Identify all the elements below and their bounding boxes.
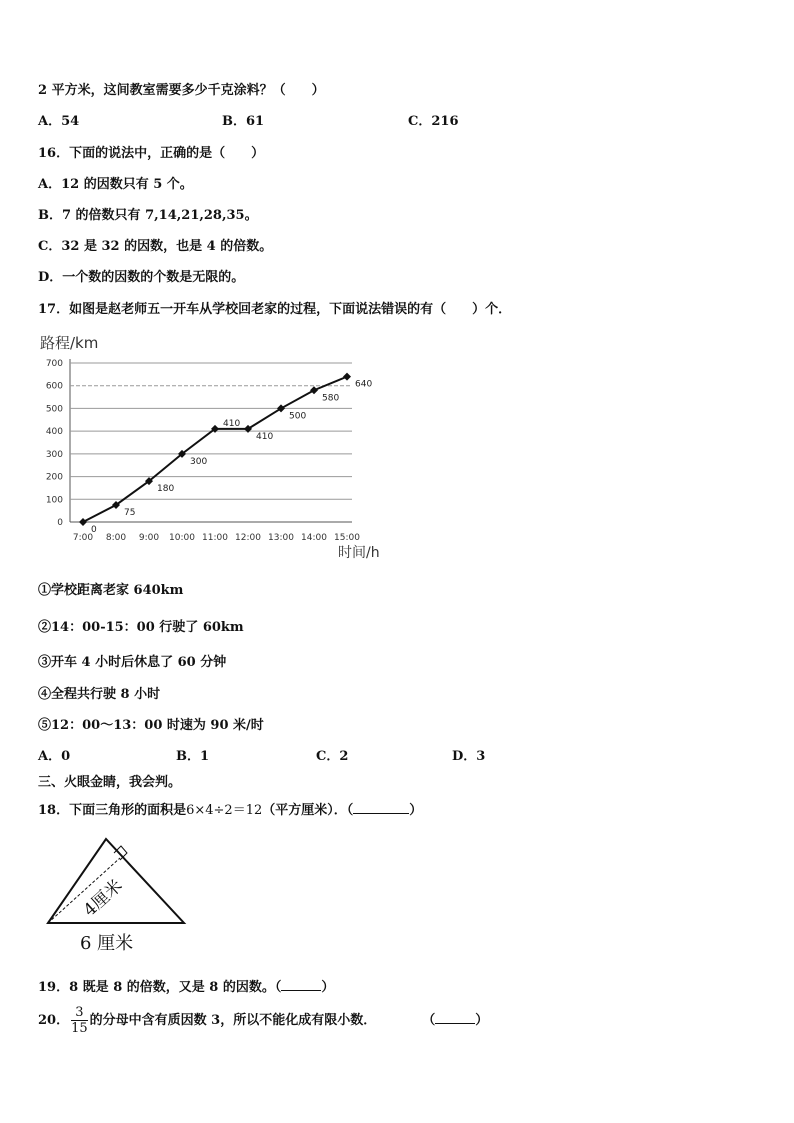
q20-fraction xyxy=(71,1005,88,1036)
chart-data-label: 0 xyxy=(91,525,97,535)
chart-data-label: 640 xyxy=(355,379,373,390)
statement-mark: ③ xyxy=(38,655,52,670)
distance-time-chart xyxy=(30,330,380,570)
chart-series-line xyxy=(83,377,347,522)
triangle-base-label: 6 厘米 xyxy=(80,933,134,954)
q17-statement-5 xyxy=(38,718,264,734)
chart-data-labels xyxy=(91,380,372,535)
statement-text: 全程共行驶 8 小时 xyxy=(51,687,161,702)
fraction-denominator: 15 xyxy=(71,1021,88,1036)
chart-x-tick-label: 15:00 xyxy=(334,533,360,543)
chart-y-ticks xyxy=(46,359,63,528)
statement-mark: ① xyxy=(38,583,52,598)
statement-text: 学校距离老家 640km xyxy=(51,583,184,598)
q18-formula: 6×4÷2＝12 xyxy=(186,803,263,818)
q17-option-d: D．3 xyxy=(452,749,486,764)
chart-y-tick-label: 400 xyxy=(45,427,63,438)
q18-suffix: （平方厘米）．（ xyxy=(262,803,354,818)
chart-point xyxy=(343,373,351,381)
fraction-numerator: 3 xyxy=(71,1005,88,1021)
q16-option-b: B．7 的倍数只有 7,14,21,28,35。 xyxy=(38,208,258,223)
chart-y-tick-label: 0 xyxy=(57,518,63,528)
q15-option-b: B．61 xyxy=(222,114,265,129)
statement-text: 开车 4 小时后休息了 60 分钟 xyxy=(51,655,227,670)
chart-x-tick-label: 13:00 xyxy=(268,533,294,543)
q15-option-c: C．216 xyxy=(408,114,459,129)
q17-option-c: C．2 xyxy=(316,749,349,764)
chart-data-label: 75 xyxy=(124,507,136,518)
chart-x-tick-label: 7:00 xyxy=(72,533,94,543)
chart-grid xyxy=(70,359,352,522)
triangle-figure xyxy=(38,835,198,955)
q20-close: ） xyxy=(475,1013,489,1028)
chart-y-tick-label: 700 xyxy=(45,359,63,369)
chart-x-ticks xyxy=(73,533,360,543)
q18-close: ） xyxy=(409,803,423,818)
q17-option-a: A．0 xyxy=(38,749,71,764)
right-angle-mark xyxy=(114,846,127,860)
q17-stem: 17．如图是赵老师五一开车从学校回老家的过程，下面说法错误的有（ ）个． xyxy=(38,302,512,317)
chart-data-label: 410 xyxy=(256,431,274,442)
chart-data-label: 180 xyxy=(157,484,175,495)
answer-blank[interactable] xyxy=(281,978,321,991)
chart-x-tick-label: 8:00 xyxy=(105,533,127,543)
chart-x-tick-label: 9:00 xyxy=(138,533,160,543)
section-3-heading: 三、火眼金睛，我会判。 xyxy=(38,775,182,790)
q18-stem xyxy=(38,801,422,819)
q18-prefix: 18．下面三角形的面积是 xyxy=(38,803,187,818)
chart-data-label: 580 xyxy=(322,393,340,404)
chart-x-tick-label: 12:00 xyxy=(235,533,261,543)
chart-point xyxy=(79,518,87,526)
chart-x-tick-label: 14:00 xyxy=(301,533,327,543)
chart-data-label: 500 xyxy=(289,411,307,422)
statement-text: 14：00-15：00 行驶了 60km xyxy=(51,620,244,635)
q15-tail: 2 平方米，这间教室需要多少千克涂料？（ ） xyxy=(38,83,325,98)
q20-open: （ xyxy=(422,1013,436,1028)
chart-y-tick-label: 300 xyxy=(45,449,63,460)
q19-text: 19．8 既是 8 的倍数，又是 8 的因数。（ xyxy=(38,980,282,995)
q16-option-a: A．12 的因数只有 5 个。 xyxy=(38,177,193,192)
chart-y-tick-label: 100 xyxy=(45,495,63,506)
q19-stem xyxy=(38,978,334,996)
statement-mark: ⑤ xyxy=(38,718,52,733)
chart-point xyxy=(310,386,318,394)
chart-x-tick-label: 10:00 xyxy=(169,533,195,543)
q16-option-d: D．一个数的因数的个数是无限的。 xyxy=(38,270,245,285)
answer-blank[interactable] xyxy=(435,1011,475,1024)
q17-statement-4 xyxy=(38,687,160,703)
q16-stem: 16．下面的说法中，正确的是（ ） xyxy=(38,146,265,161)
q17-statement-3 xyxy=(38,655,226,671)
chart-x-label: 时间/h xyxy=(338,545,380,561)
chart-y-tick-label: 500 xyxy=(45,404,63,415)
statement-text: 12：00～13：00 时速为 90 米/时 xyxy=(51,718,264,733)
q16-option-c: C．32 是 32 的因数，也是 4 的倍数。 xyxy=(38,239,273,254)
statement-mark: ② xyxy=(38,620,52,635)
chart-y-tick-label: 200 xyxy=(45,472,63,483)
q15-option-a: A．54 xyxy=(38,114,80,129)
q20-number: 20． xyxy=(38,1013,70,1028)
chart-data-label: 410 xyxy=(223,418,241,429)
chart-data-label: 300 xyxy=(190,456,208,467)
triangle-height-label: 4厘米 xyxy=(79,875,127,921)
q20-stem xyxy=(38,1004,488,1038)
q19-close: ） xyxy=(321,980,335,995)
statement-mark: ④ xyxy=(38,687,52,702)
q20-text: 的分母中含有质因数 3，所以不能化成有限小数． xyxy=(89,1013,377,1028)
chart-y-label: 路程/km xyxy=(40,334,99,352)
chart-x-tick-label: 11:00 xyxy=(202,533,228,543)
answer-blank[interactable] xyxy=(353,801,409,814)
chart-y-tick-label: 600 xyxy=(45,381,63,392)
q17-statement-1 xyxy=(38,583,183,599)
q17-statement-2 xyxy=(38,620,244,636)
q17-option-b: B．1 xyxy=(176,749,210,764)
